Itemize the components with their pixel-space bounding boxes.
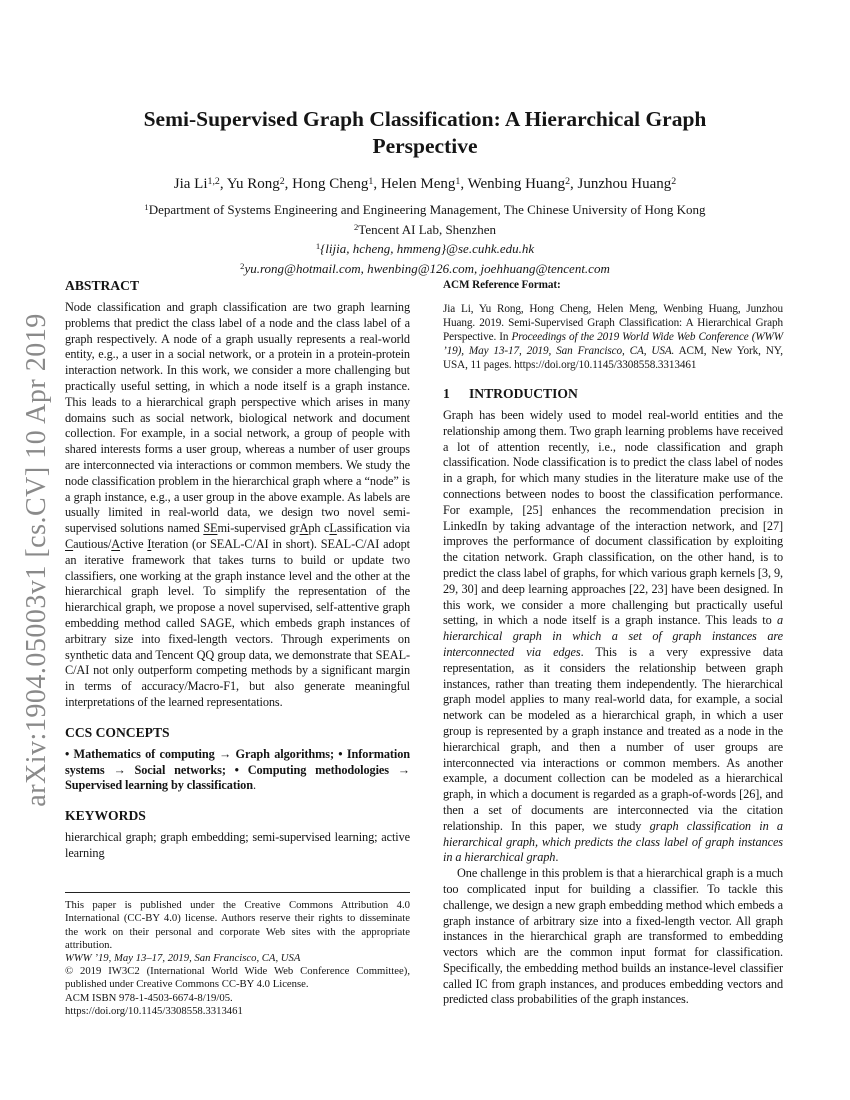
isbn-note: ACM ISBN 978-1-4503-6674-8/19/05. [65,991,233,1004]
keywords-text: hierarchical graph; graph embedding; semi-supervised learning; active learning [65,830,410,860]
acm-ref-text: Jia Li, Yu Rong, Hong Cheng, Helen Meng, Wenbing Huang, Junzhou Huang. 2019. Semi-Supervised Graph Classification: A Hierarchical Graph Perspective. In Proceedings of the 2019 World Wide Web Conference (WWW ’19), May 13-17, 2019, San Francisco, CA, USA. ACM, New York, NY, USA, 11 pages. https://doi.org/10.1145/3308558.3313461 [443,303,784,371]
abstract-heading: ABSTRACT [65,278,140,293]
left-column [65,278,410,1018]
ccs-text: • Mathematics of computing → Graph algorithms; • Information systems → Social networks; • Computing methodologies → Supervised learning by classification. [65,746,410,793]
affiliation-1: $^1$Department of Systems Engineering and Engineering Management, The Chinese University of Hong Kong [144,202,706,217]
intro-heading [443,386,783,402]
footnote-rule [65,892,410,893]
paper-header [0,106,850,279]
abstract-text: Node classification and graph classification are two graph learning problems that predict the class label of a node and the class label of a graph respectively. A node of a graph usually represents a real-world entity, e.g., a user in a social network, or a protein in a protein-protein interaction network. In this work, we consider a more challenging but practically useful setting, in which a node itself is a graph instance. This leads to a hierarchical graph perspective which arises in many domains such as social network, biological network and document collection. For example, in a social network, a group of people with shared interests forms a user group, whereas a number of user groups are interconnected via interactions or common members. We study the node classification problem in the hierarchical graph where a “node” is a graph instance, e.g., a user group in the above example. As labels are usually limited in real-world data, we design two novel semi-supervised solutions named SEmi-supervised grAph cLassification via Cautious/Active Iteration (or SEAL-C/AI in short). SEAL-C/AI adopt an iterative framework that takes turns to build or update two classifiers, one working at the graph instance level and the other at the hierarchical graph level. To simplify the representation of the hierarchical graph, we propose a novel supervised, self-attentive graph embedding method called SAGE, which embeds graph instances of arbitrary size into fixed-length vectors. Through experiments on synthetic data and Tencent QQ group data, we demonstrate that SEAL-C/AI not only outperform competing methods by a significant margin in terms of accuracy/Macro-F1, but also generate meaningful interpretations of the learned representations. [65,300,411,709]
paper-title: Semi-Supervised Graph Classification: A Hierarchical Graph Perspective [143,107,707,158]
affiliation-2: $^2$Tencent AI Lab, Shenzhen [353,221,496,237]
keywords-heading: KEYWORDS [65,808,146,824]
doi-link[interactable]: https://doi.org/10.1145/3308558.3313461 [65,1004,243,1017]
emails-1: $^1${lijia, hcheng, hmmeng}@se.cuhk.edu.hk [315,241,535,256]
intro-section-number: 1 [443,386,450,401]
ccs-heading: CCS CONCEPTS [65,724,170,740]
arxiv-stamp: arXiv:1904.05003v1 [cs.CV] 10 Apr 2019 [21,313,52,807]
intro-section-title: INTRODUCTION [469,386,578,401]
acm-ref-heading: ACM Reference Format: [443,279,561,291]
venue-note: WWW ’19, May 13–17, 2019, San Francisco, CA, USA [65,951,301,964]
license-note: This paper is published under the Creative Commons Attribution 4.0 International (CC-BY 4.0) license. Authors reserve their rights to disseminate the work on their personal and corporate Web sites with the appropriate attribution. [65,899,410,951]
right-column [443,278,783,1008]
authors-line: Jia Li$^{1,2}$, Yu Rong$^2$, Hong Cheng$^1$, Helen Meng$^1$, Wenbing Huang$^2$, Junzhou Huang$^2$ [173,175,677,192]
intro-paragraph-1: Graph has been widely used to model real-world entities and the relationship among them. Two graph learning problems have received a lot of attention recently, i.e., node classification and graph classification. Node classification is to predict the class label of nodes in a graph, for which many studies in the literature make use of the connections between nodes to boost the classification performance. For example, [25] enhances the recommendation precision in LinkedIn by taking advantage of the interaction network, and [27] improves the performance of document classification by exploiting the citation network. Graph classification, on the other hand, is to predict the class label of graphs, for which various graph kernels [3, 9, 29, 30] and deep learning approaches [22, 23] have been designed. In this work, we consider a more challenging but practically useful setting, in which a node itself is a graph instance. This leads to a hierarchical graph in which a set of graph instances are interconnected via edges. This is a very expressive data representation, as it considers the relationship between graph instances, rather than treating them independently. The hierarchical graph model applies to many real-world data, for example, a social network can be modeled as a hierarchical graph, in which a user group is represented by a graph instance and treated as a node in the hierarchical graph, and then a number of user groups are interconnected via interactions or common members. As another example, a document collection can be modeled as a hierarchical graph, in which a document is regarded as a graph-of-words [26], and then a set of documents are interconnected via the citation relationship. In this paper, we study graph classification in a hierarchical graph, which predicts the class label of graph instances in a hierarchical graph. [443,408,783,865]
copyright-footnote [65,892,410,1018]
emails-2: $^2$yu.rong@hotmail.com, hwenbing@126.com, joehhuang@tencent.com [240,260,610,276]
intro-paragraph-2: One challenge in this problem is that a hierarchical graph is a much too complicated input for building a classifier. To tackle this challenge, we design a new graph embedding method which embeds a graph instance of arbitrary size into a fixed-length vector. All graph instances in the hierarchical graph are transformed to embedding vectors which are the common input format for classification. Specifically, the embedding method builds an instance-level classifier called IC from graph instances, and produces embedding vectors and predicted class probabilities of the graph instances. [443,866,783,1007]
copyright-note: © 2019 IW3C2 (International World Wide Web Conference Committee), published under Creative Commons CC-BY 4.0 License. [65,965,410,991]
